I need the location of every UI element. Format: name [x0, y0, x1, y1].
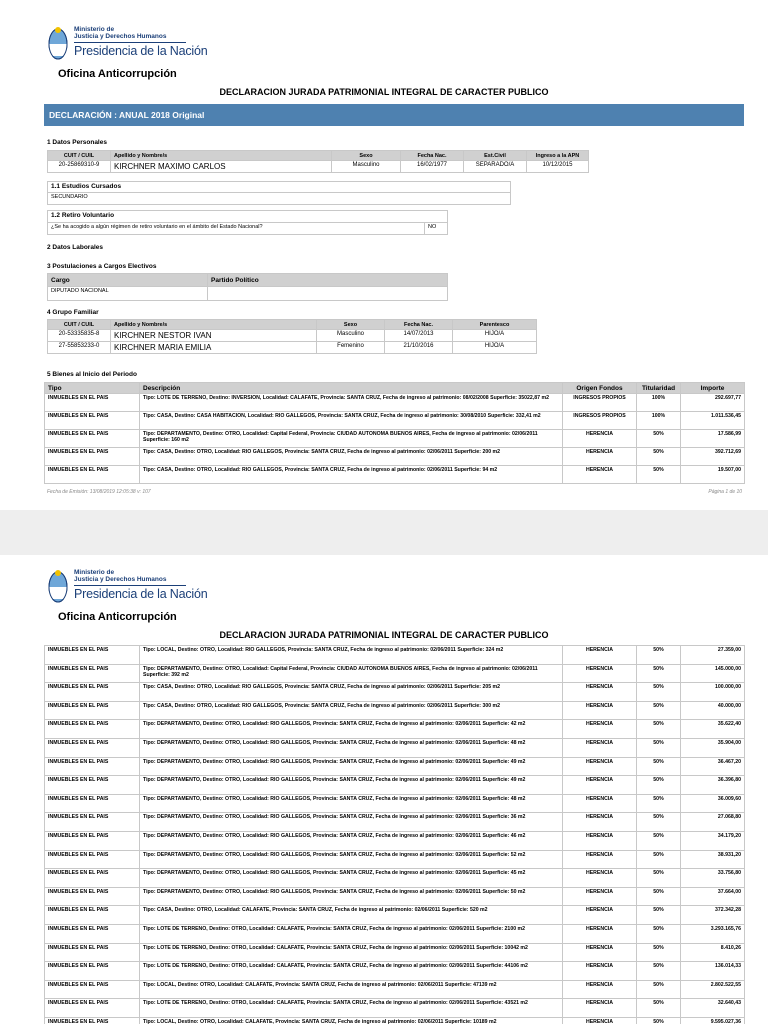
civil-status-cell: SEPARADO/A — [464, 161, 527, 173]
importe-cell: 35.904,00 — [681, 738, 745, 757]
office-name: Oficina Anticorrupción — [58, 68, 177, 80]
descripcion-cell: Tipo: DEPARTAMENTO, Destino: OTRO, Localidad: RIO GALLEGOS, Provincia: SANTA CRUZ, Fecha de ingreso al patrimonio: 02/06/2011 Superficie: 46 m2 — [140, 831, 563, 850]
importe-cell: 292.697,77 — [681, 394, 745, 412]
column-header: CUIT / CUIL — [48, 320, 111, 330]
tipo-cell: INMUEBLES EN EL PAIS — [45, 757, 140, 776]
column-header: Fecha Nac. — [401, 151, 464, 161]
table-row — [45, 906, 745, 925]
column-header: Apellido y Nombre/s — [111, 151, 332, 161]
column-header: Partido Político — [208, 274, 448, 287]
relationship-cell: HIJO/A — [453, 330, 537, 342]
importe-cell: 19.507,00 — [681, 466, 745, 484]
office-name: Oficina Anticorrupción — [58, 611, 177, 623]
table-row — [45, 394, 745, 412]
importe-cell: 136.014,33 — [681, 962, 745, 981]
importe-cell: 37.664,00 — [681, 887, 745, 906]
table-row — [45, 999, 745, 1018]
origen-fondos-cell: HERENCIA — [563, 831, 637, 850]
titularidad-cell: 50% — [637, 1017, 681, 1024]
descripcion-cell: Tipo: LOTE DE TERRENO, Destino: OTRO, Localidad: CALAFATE, Provincia: SANTA CRUZ, Fecha de ingreso al patrimonio: 02/06/2011 Superficie: 2100 m2 — [140, 924, 563, 943]
origen-fondos-cell: HERENCIA — [563, 430, 637, 448]
name-cell: KIRCHNER NESTOR IVAN — [111, 330, 317, 342]
table-row — [48, 342, 537, 354]
origen-fondos-cell: HERENCIA — [563, 980, 637, 999]
logo-rule — [74, 42, 186, 43]
tipo-cell: INMUEBLES EN EL PAIS — [45, 448, 140, 466]
descripcion-cell: Tipo: LOCAL, Destino: OTRO, Localidad: CALAFATE, Provincia: SANTA CRUZ, Fecha de ingreso al patrimonio: 02/06/2011 Superficie: 47139 m2 — [140, 980, 563, 999]
section-retiro: 1.2 Retiro Voluntario — [48, 211, 448, 223]
table-row — [45, 448, 745, 466]
declaracion-value: ANUAL 2018 Original — [119, 110, 205, 120]
descripcion-cell: Tipo: LOCAL, Destino: OTRO, Localidad: CALAFATE, Provincia: SANTA CRUZ, Fecha de ingreso al patrimonio: 02/06/2011 Superficie: 10189 m2 — [140, 1017, 563, 1024]
cargo-cell: DIPUTADO NACIONAL — [48, 287, 208, 301]
titularidad-cell: 50% — [637, 831, 681, 850]
table-row — [45, 869, 745, 888]
titularidad-cell: 50% — [637, 906, 681, 925]
bienes-table-continued — [44, 645, 745, 1024]
origen-fondos-cell: HERENCIA — [563, 943, 637, 962]
column-header: Parentesco — [453, 320, 537, 330]
tipo-cell: INMUEBLES EN EL PAIS — [45, 1017, 140, 1024]
table-row — [45, 850, 745, 869]
descripcion-cell: Tipo: DEPARTAMENTO, Destino: OTRO, Localidad: RIO GALLEGOS, Provincia: SANTA CRUZ, Fecha de ingreso al patrimonio: 02/06/2011 Superficie: 48 m2 — [140, 794, 563, 813]
section-bienes: 5 Bienes al Inicio del Periodo — [47, 371, 137, 378]
importe-cell: 32.640,43 — [681, 999, 745, 1018]
sex-cell: Masculino — [317, 330, 385, 342]
titularidad-cell: 50% — [637, 757, 681, 776]
column-header: Titularidad — [637, 383, 681, 394]
table-row — [45, 943, 745, 962]
table-row — [45, 980, 745, 999]
titularidad-cell: 50% — [637, 887, 681, 906]
origen-fondos-cell: HERENCIA — [563, 924, 637, 943]
titularidad-cell: 50% — [637, 430, 681, 448]
descripcion-cell: Tipo: CASA, Destino: CASA HABITACION, Localidad: RIO GALLEGOS, Provincia: SANTA CRUZ, Fecha de ingreso al patrimonio: 30/08/2010 Superficie: 332,41 m2 — [140, 412, 563, 430]
origen-fondos-cell: HERENCIA — [563, 999, 637, 1018]
section-grupo-familiar: 4 Grupo Familiar — [47, 309, 99, 316]
column-header: Descripción — [140, 383, 563, 394]
relationship-cell: HIJO/A — [453, 342, 537, 354]
importe-cell: 372.342,28 — [681, 906, 745, 925]
document-page-1 — [0, 0, 768, 510]
importe-cell: 36.396,80 — [681, 776, 745, 795]
column-header: Origen Fondos — [563, 383, 637, 394]
descripcion-cell: Tipo: CASA, Destino: OTRO, Localidad: RIO GALLEGOS, Provincia: SANTA CRUZ, Fecha de ingreso al patrimonio: 02/06/2011 Superficie: 205 m2 — [140, 683, 563, 702]
tipo-cell: INMUEBLES EN EL PAIS — [45, 869, 140, 888]
tipo-cell: INMUEBLES EN EL PAIS — [45, 412, 140, 430]
importe-cell: 17.586,99 — [681, 430, 745, 448]
document-page-2 — [0, 555, 768, 1024]
descripcion-cell: Tipo: DEPARTAMENTO, Destino: OTRO, Localidad: Capital Federal, Provincia: CIUDAD AUTONOMA BUENOS AIRES, Fecha de ingreso al patrimonio: 02/06/2011 Superficie: 392 m2 — [140, 664, 563, 683]
importe-cell: 9.595.027,36 — [681, 1017, 745, 1024]
logo-rule — [74, 585, 186, 586]
apn-entry-cell: 10/12/2015 — [527, 161, 589, 173]
section-datos-personales: 1 Datos Personales — [47, 139, 107, 146]
page-number: Página 1 de 10 — [708, 489, 742, 495]
emission-date: Fecha de Emisión: 13/08/2019 12:05:38 v: 107 — [47, 489, 151, 495]
column-header: CUIT / CUIL — [48, 151, 111, 161]
table-header-row — [48, 151, 589, 161]
table-row — [45, 757, 745, 776]
descripcion-cell: Tipo: CASA, Destino: OTRO, Localidad: RIO GALLEGOS, Provincia: SANTA CRUZ, Fecha de ingreso al patrimonio: 02/06/2011 Superficie: 94 m2 — [140, 466, 563, 484]
titularidad-cell: 50% — [637, 683, 681, 702]
origen-fondos-cell: HERENCIA — [563, 906, 637, 925]
titularidad-cell: 50% — [637, 980, 681, 999]
titularidad-cell: 50% — [637, 794, 681, 813]
origen-fondos-cell: HERENCIA — [563, 776, 637, 795]
ministry-logo — [48, 567, 208, 611]
column-header: Sexo — [332, 151, 401, 161]
importe-cell: 27.068,80 — [681, 813, 745, 832]
tipo-cell: INMUEBLES EN EL PAIS — [45, 738, 140, 757]
importe-cell: 392.712,69 — [681, 448, 745, 466]
table-row — [45, 962, 745, 981]
birthdate-cell: 21/10/2016 — [385, 342, 453, 354]
tipo-cell: INMUEBLES EN EL PAIS — [45, 701, 140, 720]
column-header: Ingreso a la APN — [527, 151, 589, 161]
table-row — [45, 794, 745, 813]
titularidad-cell: 50% — [637, 924, 681, 943]
tipo-cell: INMUEBLES EN EL PAIS — [45, 394, 140, 412]
importe-cell: 1.011.536,45 — [681, 412, 745, 430]
titularidad-cell: 50% — [637, 943, 681, 962]
table-row — [48, 161, 589, 173]
descripcion-cell: Tipo: DEPARTAMENTO, Destino: OTRO, Localidad: RIO GALLEGOS, Provincia: SANTA CRUZ, Fecha de ingreso al patrimonio: 02/06/2011 Superficie: 52 m2 — [140, 850, 563, 869]
tipo-cell: INMUEBLES EN EL PAIS — [45, 720, 140, 739]
titularidad-cell: 50% — [637, 738, 681, 757]
origen-fondos-cell: HERENCIA — [563, 794, 637, 813]
tipo-cell: INMUEBLES EN EL PAIS — [45, 980, 140, 999]
table-row — [45, 813, 745, 832]
retiro-question: ¿Se ha acogido a algún régimen de retiro voluntario en el ámbito del Estado Nacional? — [48, 223, 425, 235]
descripcion-cell: Tipo: LOCAL, Destino: OTRO, Localidad: RIO GALLEGOS, Provincia: SANTA CRUZ, Fecha de ingreso al patrimonio: 02/06/2011 Superficie: 324 m2 — [140, 646, 563, 665]
section-datos-laborales: 2 Datos Laborales — [47, 244, 103, 251]
descripcion-cell: Tipo: DEPARTAMENTO, Destino: OTRO, Localidad: RIO GALLEGOS, Provincia: SANTA CRUZ, Fecha de ingreso al patrimonio: 02/06/2011 Superficie: 36 m2 — [140, 813, 563, 832]
origen-fondos-cell: INGRESOS PROPIOS — [563, 394, 637, 412]
origen-fondos-cell: HERENCIA — [563, 738, 637, 757]
descripcion-cell: Tipo: DEPARTAMENTO, Destino: OTRO, Localidad: RIO GALLEGOS, Provincia: SANTA CRUZ, Fecha de ingreso al patrimonio: 02/06/2011 Superficie: 42 m2 — [140, 720, 563, 739]
column-header: Tipo — [45, 383, 140, 394]
coat-of-arms-icon — [48, 569, 68, 605]
tipo-cell: INMUEBLES EN EL PAIS — [45, 850, 140, 869]
table-row — [45, 683, 745, 702]
cuit-cell: 20-25869310-9 — [48, 161, 111, 173]
titularidad-cell: 50% — [637, 850, 681, 869]
tipo-cell: INMUEBLES EN EL PAIS — [45, 887, 140, 906]
descripcion-cell: Tipo: DEPARTAMENTO, Destino: OTRO, Localidad: RIO GALLEGOS, Provincia: SANTA CRUZ, Fecha de ingreso al patrimonio: 02/06/2011 Superficie: 49 m2 — [140, 776, 563, 795]
table-row — [45, 466, 745, 484]
page-gap — [0, 510, 768, 555]
descripcion-cell: Tipo: DEPARTAMENTO, Destino: OTRO, Localidad: RIO GALLEGOS, Provincia: SANTA CRUZ, Fecha de ingreso al patrimonio: 02/06/2011 Superficie: 49 m2 — [140, 757, 563, 776]
table-row — [45, 738, 745, 757]
importe-cell: 33.756,80 — [681, 869, 745, 888]
document-title: DECLARACION JURADA PATRIMONIAL INTEGRAL DE CARACTER PUBLICO — [219, 87, 549, 97]
origen-fondos-cell: HERENCIA — [563, 701, 637, 720]
cuit-cell: 20-53335835-8 — [48, 330, 111, 342]
tipo-cell: INMUEBLES EN EL PAIS — [45, 943, 140, 962]
tipo-cell: INMUEBLES EN EL PAIS — [45, 906, 140, 925]
postulaciones-table — [47, 273, 448, 301]
importe-cell: 27.359,00 — [681, 646, 745, 665]
origen-fondos-cell: HERENCIA — [563, 646, 637, 665]
table-row — [45, 831, 745, 850]
descripcion-cell: Tipo: DEPARTAMENTO, Destino: OTRO, Localidad: RIO GALLEGOS, Provincia: SANTA CRUZ, Fecha de ingreso al patrimonio: 02/06/2011 Superficie: 48 m2 — [140, 738, 563, 757]
importe-cell: 35.622,40 — [681, 720, 745, 739]
importe-cell: 40.000,00 — [681, 701, 745, 720]
tipo-cell: INMUEBLES EN EL PAIS — [45, 664, 140, 683]
importe-cell: 36.467,20 — [681, 757, 745, 776]
table-row — [45, 701, 745, 720]
tipo-cell: INMUEBLES EN EL PAIS — [45, 794, 140, 813]
bienes-table — [44, 382, 745, 484]
tipo-cell: INMUEBLES EN EL PAIS — [45, 962, 140, 981]
titularidad-cell: 50% — [637, 720, 681, 739]
descripcion-cell: Tipo: DEPARTAMENTO, Destino: OTRO, Localidad: RIO GALLEGOS, Provincia: SANTA CRUZ, Fecha de ingreso al patrimonio: 02/06/2011 Superficie: 45 m2 — [140, 869, 563, 888]
sex-cell: Masculino — [332, 161, 401, 173]
ministry-name: Ministerio de Justicia y Derechos Humanos — [74, 569, 167, 583]
tipo-cell: INMUEBLES EN EL PAIS — [45, 831, 140, 850]
column-header: Sexo — [317, 320, 385, 330]
section-estudios: 1.1 Estudios Cursados — [48, 182, 511, 193]
titularidad-cell: 50% — [637, 999, 681, 1018]
importe-cell: 2.802.522,55 — [681, 980, 745, 999]
birthdate-cell: 16/02/1977 — [401, 161, 464, 173]
origen-fondos-cell: HERENCIA — [563, 757, 637, 776]
datos-personales-table — [47, 150, 589, 173]
titularidad-cell: 100% — [637, 394, 681, 412]
column-header: Importe — [681, 383, 745, 394]
origen-fondos-cell: HERENCIA — [563, 466, 637, 484]
origen-fondos-cell: HERENCIA — [563, 683, 637, 702]
table-row — [45, 646, 745, 665]
origen-fondos-cell: HERENCIA — [563, 720, 637, 739]
sex-cell: Femenino — [317, 342, 385, 354]
origen-fondos-cell: HERENCIA — [563, 813, 637, 832]
tipo-cell: INMUEBLES EN EL PAIS — [45, 466, 140, 484]
titularidad-cell: 50% — [637, 701, 681, 720]
table-row — [45, 664, 745, 683]
origen-fondos-cell: INGRESOS PROPIOS — [563, 412, 637, 430]
birthdate-cell: 14/07/2013 — [385, 330, 453, 342]
origen-fondos-cell: HERENCIA — [563, 448, 637, 466]
table-row — [45, 1017, 745, 1024]
importe-cell: 100.000,00 — [681, 683, 745, 702]
titularidad-cell: 100% — [637, 412, 681, 430]
table-row — [45, 430, 745, 448]
descripcion-cell: Tipo: LOTE DE TERRENO, Destino: INVERSION, Localidad: CALAFATE, Provincia: SANTA CRUZ, Fecha de ingreso al patrimonio: 08/02/2008 Superficie: 35022,87 m2 — [140, 394, 563, 412]
titularidad-cell: 50% — [637, 466, 681, 484]
column-header: Est.Civil — [464, 151, 527, 161]
ministry-logo — [48, 24, 208, 68]
titularidad-cell: 50% — [637, 776, 681, 795]
importe-cell: 145.000,00 — [681, 664, 745, 683]
descripcion-cell: Tipo: LOTE DE TERRENO, Destino: OTRO, Localidad: CALAFATE, Provincia: SANTA CRUZ, Fecha de ingreso al patrimonio: 02/06/2011 Superficie: 10042 m2 — [140, 943, 563, 962]
coat-of-arms-icon — [48, 26, 68, 62]
importe-cell: 8.410,26 — [681, 943, 745, 962]
origen-fondos-cell: HERENCIA — [563, 1017, 637, 1024]
retiro-answer: NO — [425, 223, 448, 235]
descripcion-cell: Tipo: DEPARTAMENTO, Destino: OTRO, Localidad: Capital Federal, Provincia: CIUDAD AUTONOMA BUENOS AIRES, Fecha de ingreso al patrimonio: 02/06/2011 Superficie: 160 m2 — [140, 430, 563, 448]
tipo-cell: INMUEBLES EN EL PAIS — [45, 813, 140, 832]
tipo-cell: INMUEBLES EN EL PAIS — [45, 924, 140, 943]
titularidad-cell: 50% — [637, 962, 681, 981]
cuit-cell: 27-55853233-0 — [48, 342, 111, 354]
table-row — [45, 924, 745, 943]
descripcion-cell: Tipo: DEPARTAMENTO, Destino: OTRO, Localidad: RIO GALLEGOS, Provincia: SANTA CRUZ, Fecha de ingreso al patrimonio: 02/06/2011 Superficie: 50 m2 — [140, 887, 563, 906]
tipo-cell: INMUEBLES EN EL PAIS — [45, 776, 140, 795]
origen-fondos-cell: HERENCIA — [563, 850, 637, 869]
titularidad-cell: 50% — [637, 448, 681, 466]
tipo-cell: INMUEBLES EN EL PAIS — [45, 999, 140, 1018]
origen-fondos-cell: HERENCIA — [563, 962, 637, 981]
importe-cell: 3.293.165,76 — [681, 924, 745, 943]
declaracion-bar — [44, 104, 744, 126]
tipo-cell: INMUEBLES EN EL PAIS — [45, 683, 140, 702]
titularidad-cell: 50% — [637, 869, 681, 888]
estudios-table — [47, 181, 511, 205]
presidencia-label: Presidencia de la Nación — [74, 587, 208, 601]
importe-cell: 34.179,20 — [681, 831, 745, 850]
titularidad-cell: 50% — [637, 646, 681, 665]
descripcion-cell: Tipo: LOTE DE TERRENO, Destino: OTRO, Localidad: CALAFATE, Provincia: SANTA CRUZ, Fecha de ingreso al patrimonio: 02/06/2011 Superficie: 44106 m2 — [140, 962, 563, 981]
tipo-cell: INMUEBLES EN EL PAIS — [45, 646, 140, 665]
presidencia-label: Presidencia de la Nación — [74, 44, 208, 58]
estudios-value: SECUNDARIO — [48, 193, 511, 205]
origen-fondos-cell: HERENCIA — [563, 869, 637, 888]
descripcion-cell: Tipo: CASA, Destino: OTRO, Localidad: RIO GALLEGOS, Provincia: SANTA CRUZ, Fecha de ingreso al patrimonio: 02/06/2011 Superficie: 200 m2 — [140, 448, 563, 466]
titularidad-cell: 50% — [637, 664, 681, 683]
ministry-name: Ministerio de Justicia y Derechos Humanos — [74, 26, 167, 40]
column-header: Fecha Nac. — [385, 320, 453, 330]
origen-fondos-cell: HERENCIA — [563, 664, 637, 683]
column-header: Apellido y Nombre/s — [111, 320, 317, 330]
descripcion-cell: Tipo: CASA, Destino: OTRO, Localidad: CALAFATE, Provincia: SANTA CRUZ, Fecha de ingreso al patrimonio: 02/06/2011 Superficie: 520 m2 — [140, 906, 563, 925]
table-row — [45, 887, 745, 906]
importe-cell: 36.009,60 — [681, 794, 745, 813]
table-row — [45, 720, 745, 739]
name-cell: KIRCHNER MAXIMO CARLOS — [111, 161, 332, 173]
origen-fondos-cell: HERENCIA — [563, 887, 637, 906]
declaracion-label: DECLARACIÓN : — [49, 110, 117, 120]
table-row — [48, 330, 537, 342]
table-row — [45, 776, 745, 795]
retiro-table — [47, 210, 448, 235]
document-title: DECLARACION JURADA PATRIMONIAL INTEGRAL DE CARACTER PUBLICO — [219, 630, 549, 640]
section-postulaciones: 3 Postulaciones a Cargos Electivos — [47, 263, 157, 270]
partido-cell — [208, 287, 448, 301]
grupo-familiar-table — [47, 319, 537, 354]
tipo-cell: INMUEBLES EN EL PAIS — [45, 430, 140, 448]
descripcion-cell: Tipo: CASA, Destino: OTRO, Localidad: RIO GALLEGOS, Provincia: SANTA CRUZ, Fecha de ingreso al patrimonio: 02/06/2011 Superficie: 300 m2 — [140, 701, 563, 720]
column-header: Cargo — [48, 274, 208, 287]
importe-cell: 38.931,20 — [681, 850, 745, 869]
name-cell: KIRCHNER MARIA EMILIA — [111, 342, 317, 354]
titularidad-cell: 50% — [637, 813, 681, 832]
descripcion-cell: Tipo: LOTE DE TERRENO, Destino: OTRO, Localidad: CALAFATE, Provincia: SANTA CRUZ, Fecha de ingreso al patrimonio: 02/06/2011 Superficie: 43521 m2 — [140, 999, 563, 1018]
table-row — [45, 412, 745, 430]
